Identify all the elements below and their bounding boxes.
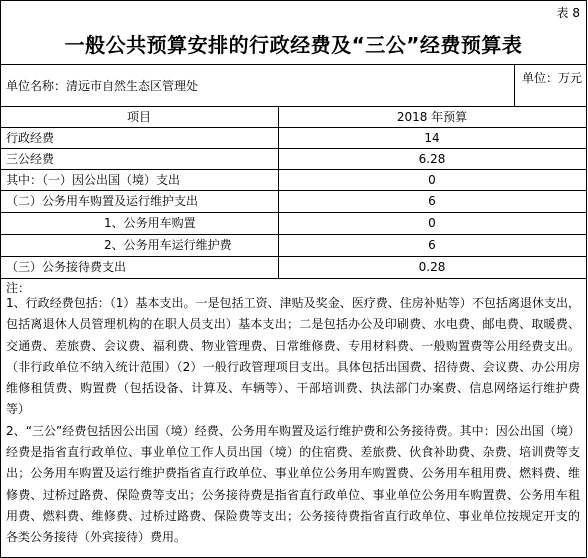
row-value-reception: 0.28 [418,260,446,274]
unit-row-bottom-line [0,106,587,107]
row-6-bottom-line [0,256,587,257]
row-5-bottom-line [0,234,587,235]
page-title: 一般公共预算安排的行政经费及“三公”经费预算表 [64,33,523,57]
row-value-admin-expenses: 14 [424,131,440,145]
row-2-bottom-line [0,169,587,170]
row-4-bottom-line [0,212,587,213]
row-label-admin-expenses: 行政经费 [6,131,55,145]
notes-heading: 注： [6,281,31,295]
row-3-bottom-line [0,190,587,191]
note-paragraph-1: 1、行政经费包括：（1）基本支出。一是包括工资、津贴及奖金、医疗费、住房补贴等）不包括离退休支出，包括离退休人员管理机构的在职人员支出）基本支出；二是包括办公及印刷费、水电费、邮电费、取暖费、交通费、差旅费、会议费、福利费、物业管理费、日常维修费、专用材料费、一般购置费等公用经费支出。（非行政单位不纳入统计范围）（2）一般行政管理项目支出。具体包括出国费、招待费、会议费、办公用房维修租赁费、购置费（包括设备、计算及、车辆等）、干部培训费、执法部门办案费、信息网络运行维护费等） [6,296,580,417]
row-label-vehicle-maintenance: 2、公务用车运行维护费 [104,238,232,252]
notes-body [6,293,580,549]
row-label-vehicle-purchase: 1、公务用车购置 [104,216,196,230]
table-number: 表 8 [556,6,580,20]
row-label-reception: （三）公务接待费支出 [6,260,127,274]
header-row-bottom-line [0,127,587,128]
row-value-three-public-expenses: 6.28 [418,152,446,166]
note-paragraph-2: 2、“三公”经费包括因公出国（境）经费、公务用车购置及运行维护费和公务接待费。其中：因公出国（境）经费是指省直行政单位、事业单位工作人员出国（境）的住宿费、差旅费、伙食补助费、杂费、培训费等支出；公务用车购置及运行维护费指省直行政单位、事业单位公务用车购置费、公务用车租用费、燃料费、维修费、过桥过路费、保险费等支出；公务接待费是指省直行政单位、事业单位公务用车购置费、公务用车租用费、燃料费、维修费、过桥过路费、保险费等支出；公务接待费指省直行政单位、事业单位按规定开支的各类公务接待（外宾接待）费用。 [6,423,580,545]
frame-top-border [0,0,587,1]
row-value-vehicle-maintenance: 6 [428,238,436,252]
frame-right-border [586,0,587,558]
header-budget: 2018 年预算 [396,110,468,124]
title-row-bottom-line [0,64,587,65]
row-value-vehicle-total: 6 [428,194,436,208]
row-label-overseas-travel: 其中：（一）因公出国（境）支出 [6,173,181,187]
row-1-bottom-line [0,148,587,149]
unit-name: 单位名称：清远市自然生态区管理处 [6,79,199,93]
row-value-vehicle-purchase: 0 [428,216,436,230]
row-label-three-public-expenses: 三公经费 [6,152,55,166]
row-7-bottom-line [0,278,587,279]
frame-left-border [0,0,1,558]
unit-label: 单位：万元 [522,71,583,85]
header-item: 项目 [126,110,151,124]
row-value-overseas-travel: 0 [428,173,436,187]
row-label-vehicle-total: （二）公务用车购置及运行维护支出 [6,194,199,208]
unit-label-divider [514,64,515,106]
